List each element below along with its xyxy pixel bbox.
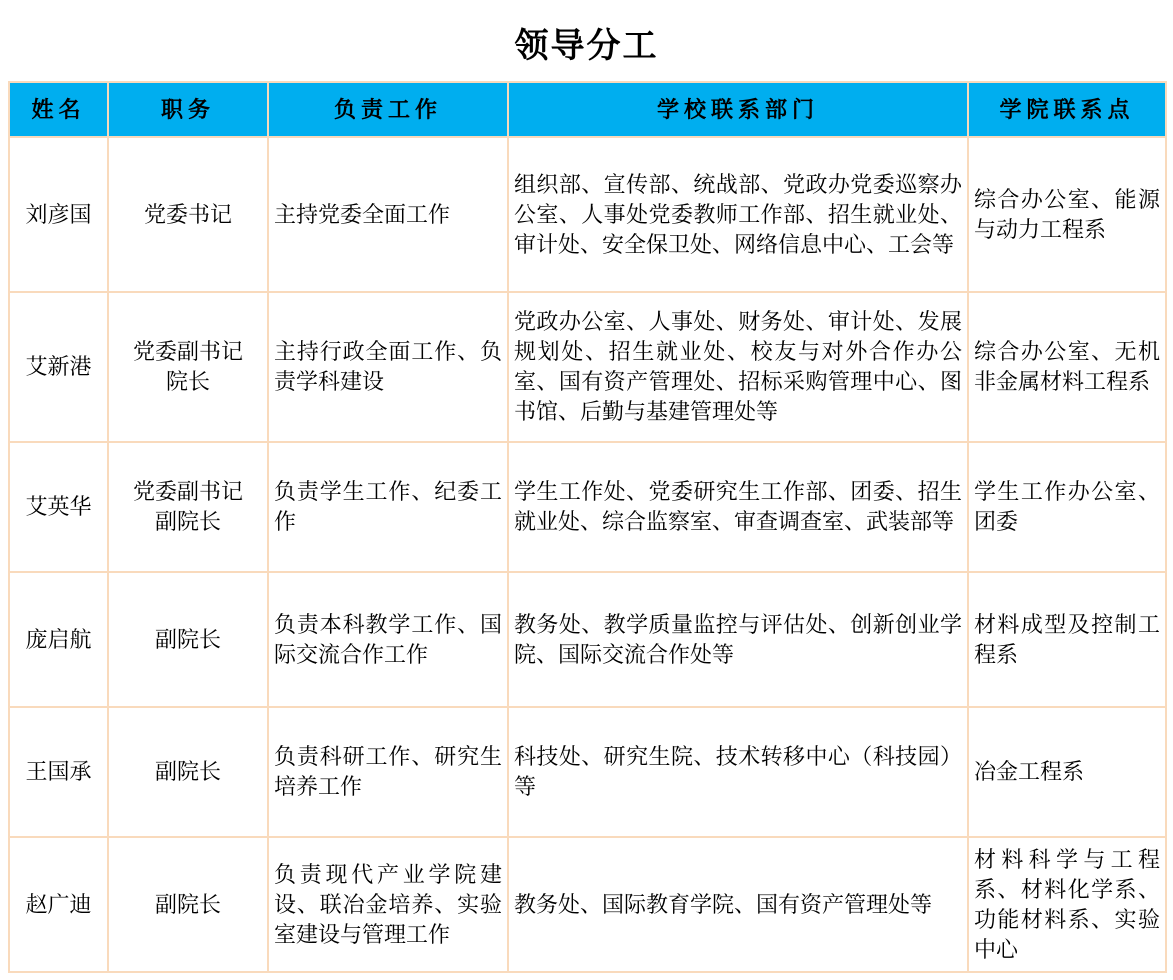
header-cell-name: 姓名 xyxy=(9,82,108,137)
school-departments: 科技处、研究生院、技术转移中心（科技园）等 xyxy=(508,707,968,837)
header-cell-duties: 负责工作 xyxy=(268,82,508,137)
leader-name: 刘彦国 xyxy=(9,137,108,292)
school-departments: 教务处、国际教育学院、国有资产管理处等 xyxy=(508,837,968,972)
college-contacts: 材料科学与工程系、材料化学系、功能材料系、实验中心 xyxy=(968,837,1166,972)
school-departments: 组织部、宣传部、统战部、党政办党委巡察办公室、人事处党委教师工作部、招生就业处、审计处、安全保卫处、网络信息中心、工会等 xyxy=(508,137,968,292)
leader-position: 党委副书记 院长 xyxy=(108,292,268,442)
leader-position: 党委副书记 副院长 xyxy=(108,442,268,572)
college-contacts: 综合办公室、能源与动力工程系 xyxy=(968,137,1166,292)
school-departments: 党政办公室、人事处、财务处、审计处、发展规划处、招生就业处、校友与对外合作办公室、国有资产管理处、招标采购管理中心、图书馆、后勤与基建管理处等 xyxy=(508,292,968,442)
college-contacts: 综合办公室、无机非金属材料工程系 xyxy=(968,292,1166,442)
leader-duties: 主持行政全面工作、负责学科建设 xyxy=(268,292,508,442)
table-row xyxy=(9,837,1166,972)
leader-position: 副院长 xyxy=(108,572,268,707)
leader-duties: 负责学生工作、纪委工作 xyxy=(268,442,508,572)
table-row xyxy=(9,292,1166,442)
leadership-duty-table xyxy=(8,81,1167,973)
header-row xyxy=(9,82,1166,137)
table-row xyxy=(9,572,1166,707)
leader-duties: 主持党委全面工作 xyxy=(268,137,508,292)
leader-duties: 负责本科教学工作、国际交流合作工作 xyxy=(268,572,508,707)
school-departments: 学生工作处、党委研究生工作部、团委、招生就业处、综合监察室、审查调查室、武装部等 xyxy=(508,442,968,572)
college-contacts: 学生工作办公室、团委 xyxy=(968,442,1166,572)
leader-position: 党委书记 xyxy=(108,137,268,292)
leader-name: 庞启航 xyxy=(9,572,108,707)
header-cell-position: 职务 xyxy=(108,82,268,137)
header-cell-school-departments: 学校联系部门 xyxy=(508,82,968,137)
leader-duties: 负责现代产业学院建设、联冶金培养、实验室建设与管理工作 xyxy=(268,837,508,972)
leader-name: 艾新港 xyxy=(9,292,108,442)
table-row xyxy=(9,442,1166,572)
header-cell-college-contacts: 学院联系点 xyxy=(968,82,1166,137)
table-row xyxy=(9,137,1166,292)
leader-name: 艾英华 xyxy=(9,442,108,572)
leader-name: 赵广迪 xyxy=(9,837,108,972)
leader-position: 副院长 xyxy=(108,707,268,837)
college-contacts: 材料成型及控制工程系 xyxy=(968,572,1166,707)
college-contacts: 冶金工程系 xyxy=(968,707,1166,837)
school-departments: 教务处、教学质量监控与评估处、创新创业学院、国际交流合作处等 xyxy=(508,572,968,707)
leader-name: 王国承 xyxy=(9,707,108,837)
page-title: 领导分工 xyxy=(514,27,659,65)
table-row xyxy=(9,707,1166,837)
leader-position: 副院长 xyxy=(108,837,268,972)
leader-duties: 负责科研工作、研究生培养工作 xyxy=(268,707,508,837)
